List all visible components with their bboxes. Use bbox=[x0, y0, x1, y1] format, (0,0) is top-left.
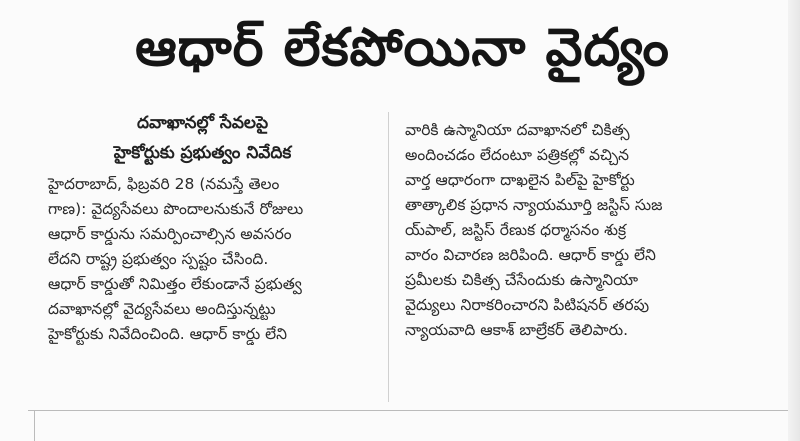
right-line-1: వారికి ఉస్మానియా దవాఖానలో చికిత్స bbox=[405, 121, 630, 139]
right-line-2: అందించడం లేదంటూ పత్రికల్లో వచ్చిన bbox=[405, 146, 630, 164]
left-line-1: హైదరాబాద్, ఫిబ్రవరి 28 (నమస్తే తెలం bbox=[48, 175, 280, 193]
right-line-9: న్యాయవాది ఆకాశ్ బాల్రేకర్ తెలిపారు. bbox=[405, 321, 629, 339]
right-line-7: ప్రమీలకు చికిత్స చేసేందుకు ఉస్మానియా bbox=[405, 271, 638, 289]
right-line-3: వార్త ఆధారంగా దాఖలైన పిల్‌పై హైకోర్టు bbox=[405, 171, 635, 189]
right-column bbox=[405, 118, 770, 343]
bottom-tick bbox=[34, 410, 35, 441]
left-line-6: దవాఖానల్లో వైద్యసేవలు అందిస్తున్నట్టు bbox=[48, 300, 276, 318]
page-edge-shadow bbox=[788, 0, 800, 441]
right-line-4: తాత్కాలిక ప్రధాన న్యాయమూర్తి జస్టిస్ సుజ bbox=[405, 196, 663, 214]
right-line-5: య్‌పాల్, జస్టిస్ రేణుక ధర్మాసనం శుక్ర bbox=[405, 221, 627, 239]
left-line-3: ఆధార్ కార్డును సమర్పించాల్సిన అవసరం bbox=[48, 225, 292, 243]
left-line-5: ఆధార్ కార్డుతో నిమిత్తం లేకుండానే ప్రభుత్వ bbox=[48, 275, 302, 293]
subheadline-line-2: హైకోర్టుకు ప్రభుత్వం నివేదిక bbox=[113, 143, 292, 163]
left-line-2: గాణ): వైద్యసేవలు పొందాలనుకునే రోజులు bbox=[48, 200, 304, 218]
left-line-7: హైకోర్టుకు నివేదించింది. ఆధార్ కార్డు లేని bbox=[48, 325, 288, 343]
bottom-rule bbox=[28, 410, 800, 411]
subheadline bbox=[40, 108, 365, 168]
right-line-8: వైద్యులు నిరాకరించారని పిటిషనర్ తరపు bbox=[405, 296, 650, 314]
subheadline-line-1: దవాఖానల్లో సేవలపై bbox=[136, 113, 269, 133]
headline: ఆధార్ లేకపోయినా వైద్యం bbox=[135, 17, 670, 78]
column-divider bbox=[388, 112, 389, 402]
right-line-6: వారం విచారణ జరిపింది. ఆధార్ కార్డు లేని bbox=[405, 246, 656, 264]
left-column bbox=[48, 172, 378, 347]
left-line-4: లేదని రాష్ట్ర ప్రభుత్వం స్పష్టం చేసింది. bbox=[48, 250, 269, 268]
